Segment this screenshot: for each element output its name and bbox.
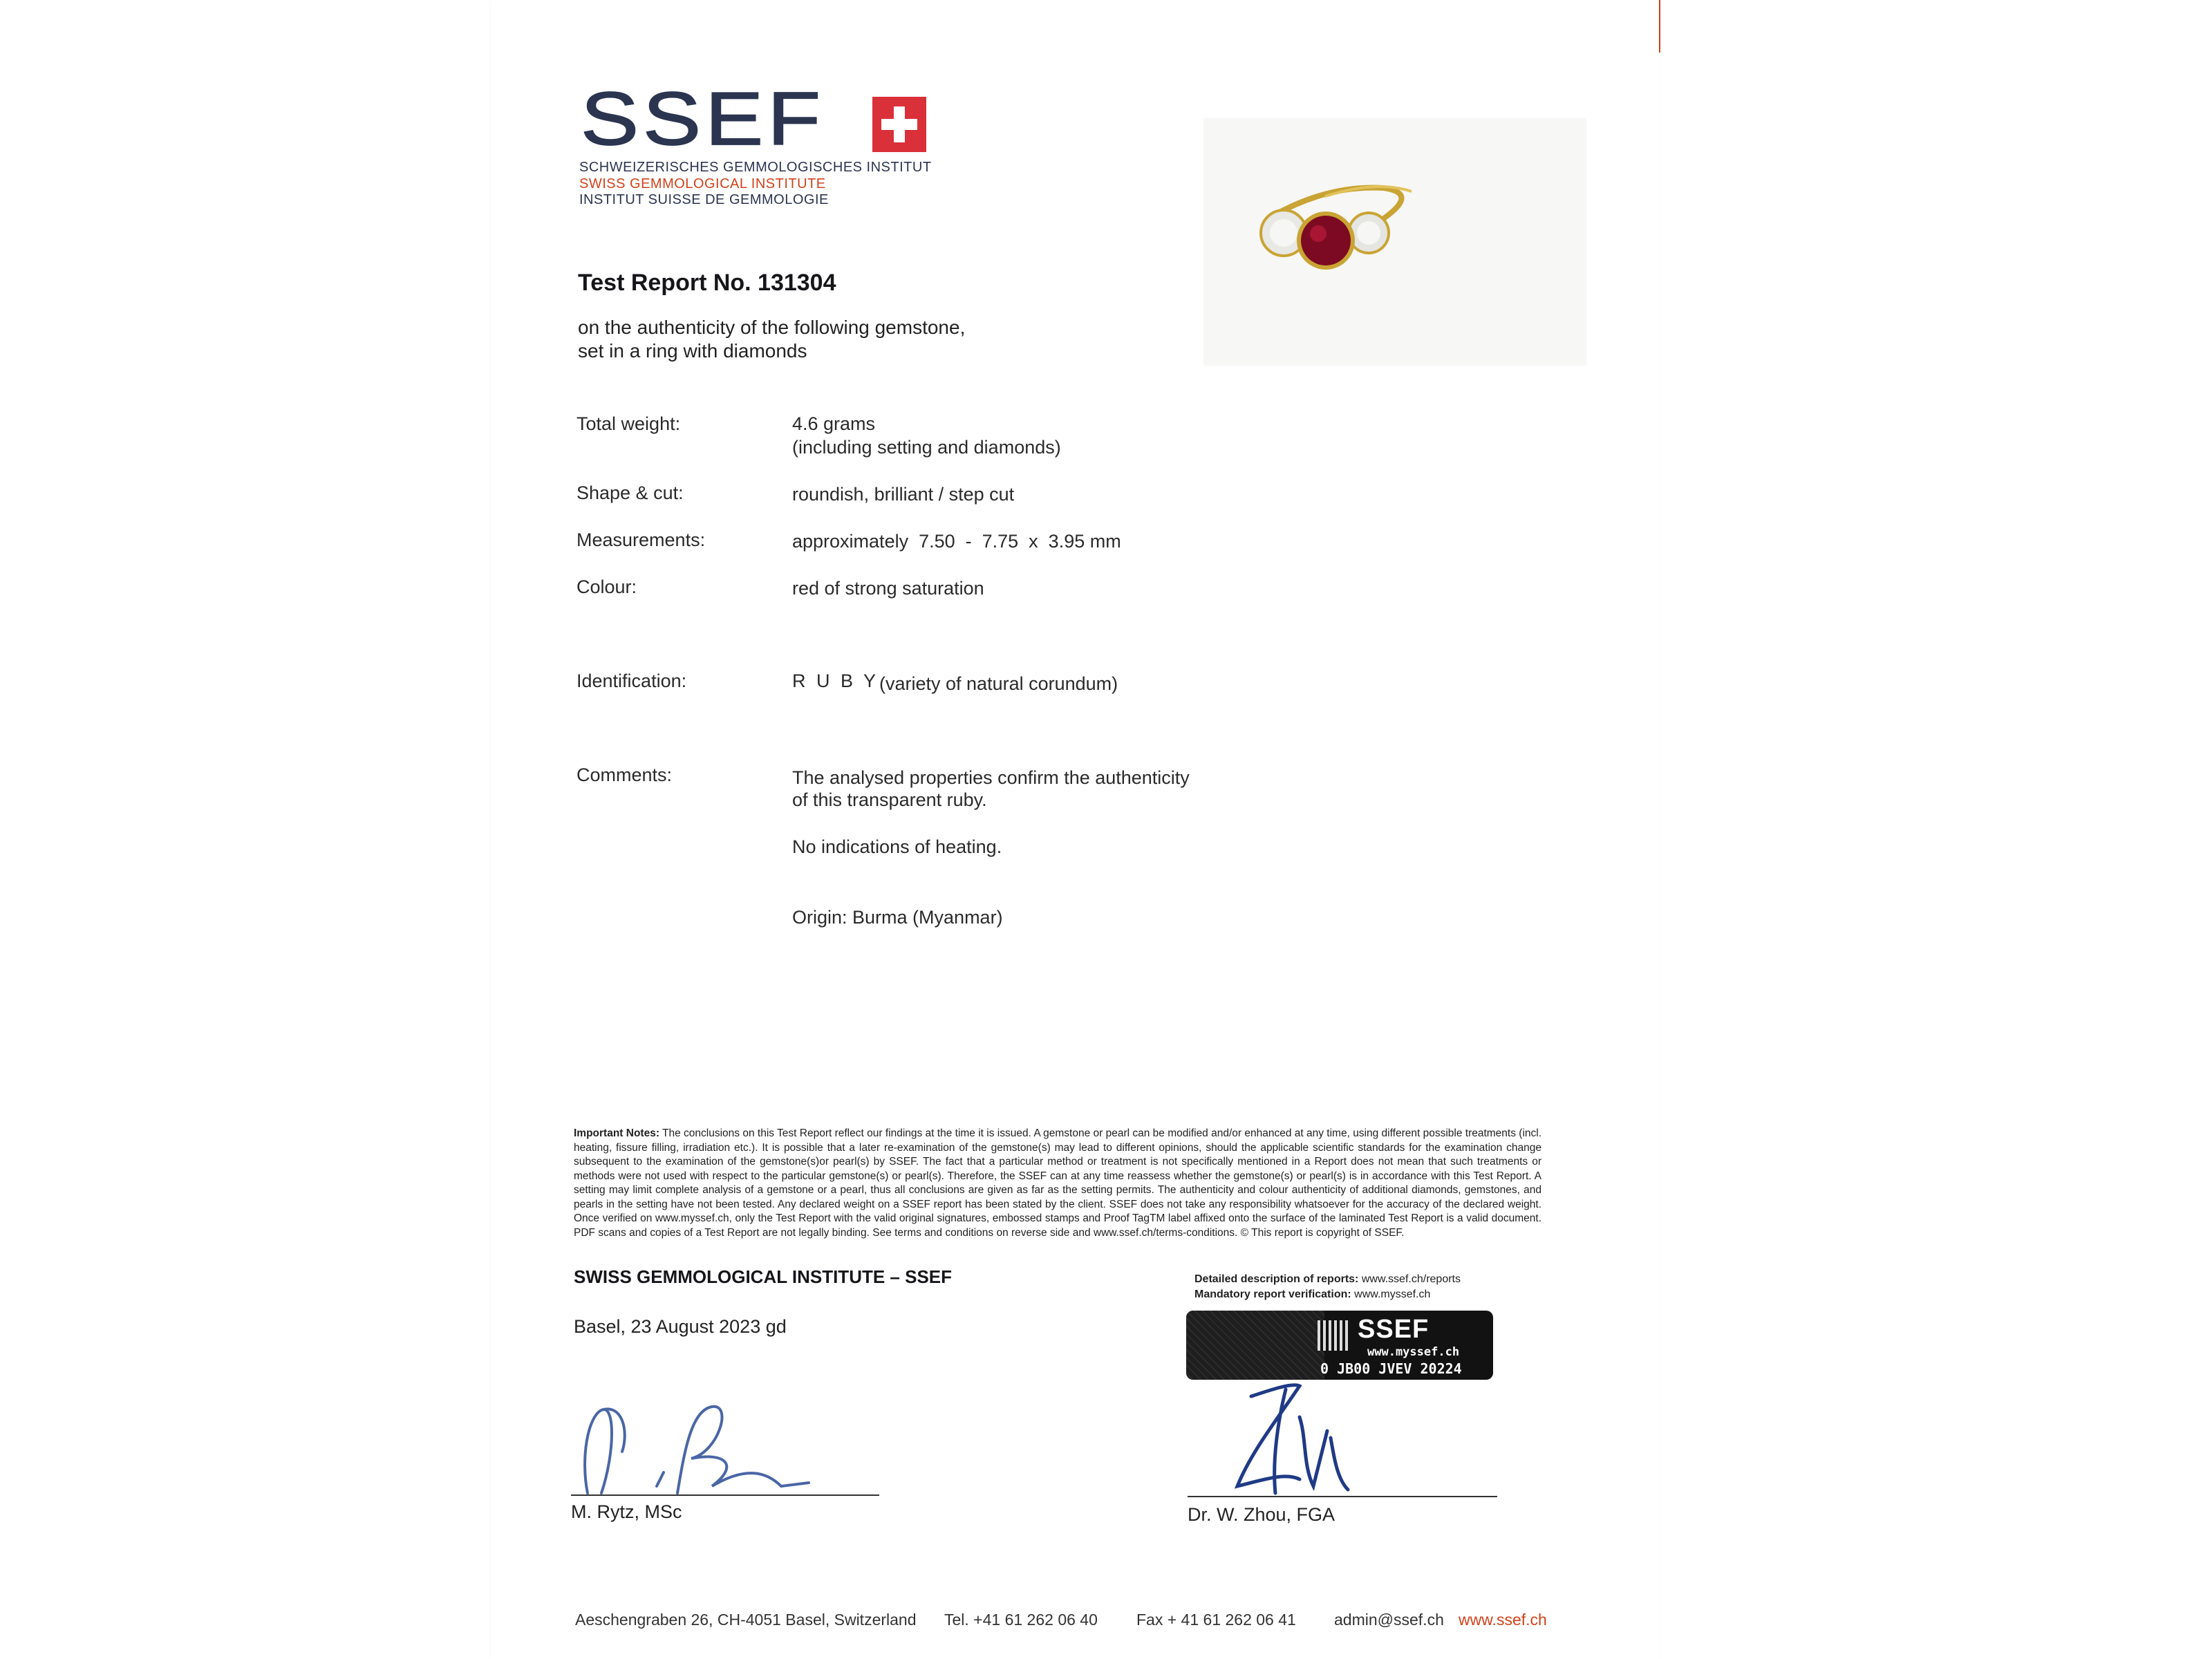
qr-code-icon [1318,1320,1348,1351]
comments-heating: No indications of heating. [792,836,1002,857]
report-subtitle-1: on the authenticity of the following gemstone, [578,317,966,338]
mandatory-url[interactable]: www.myssef.ch [1354,1288,1431,1300]
comments-line-2: of this transparent ruby. [792,789,987,810]
important-notes [574,1127,1541,1240]
signer-left-name: M. Rytz, MSc [571,1501,682,1522]
footer-fax: Fax + 41 61 262 06 41 [1136,1611,1296,1629]
detailed-url[interactable]: www.ssef.ch/reports [1361,1273,1461,1285]
comments-label: Comments: [577,765,673,785]
notes-text: The conclusions on this Test Report reflect our findings at the time it is issued. A gemstone or pearl can be modified and/or enhanced at any time, using different possible treatments (incl. heating, fissure filling, irradiation etc.). It is possible that a later re-examination of the gemstone(s) may lead to different opinions, should the applicable scientific standards for the examination change subsequent to the examination of the gemstone(s)or pearl(s) by SSEF. The fact that a particular method or treatment is not specifically mentioned in a Report does not mean that such treatments or methods were not used with respect to the particular gemstone(s) or pearl(s). Therefore, the SSEF can at any time reassess whether the gemstone(s) or pearl(s) is in accordance with this Test Report. A setting may limit complete analysis of a gemstone or a pearl, thus all conclusions are given as far as the setting permits. The authenticity and colour authenticity of additional diamonds, gemstones, and pearls in the setting have not been tested. Any declared weight on a SSEF report has been stated by the client. SSEF does not take any responsibility whatsoever for the accuracy of the declared weight. Once verified on www.myssef.ch, only the Test Report with the valid original signatures, embossed stamps and Proof TagTM label affixed onto the surface of the laminated Test Report is a valid document. PDF scans and copies of a Test Report are not legally binding. See terms and conditions on reverse side and www.ssef.ch/terms-conditions. © This report is copyright of SSEF. [574,1127,1542,1239]
footer-tel: Tel. +41 61 262 06 40 [944,1611,1098,1629]
footer-address: Aeschengraben 26, CH-4051 Basel, Switzerland [575,1611,917,1629]
colour-label: Colour: [577,577,637,597]
hologram-pattern [1186,1311,1324,1380]
institute-name-de: SCHWEIZERISCHES GEMMOLOGISCHES INSTITUT [579,160,932,175]
signature-left [574,1389,823,1500]
report-subtitle-2: set in a ring with diamonds [578,340,807,362]
total-weight-note: (including setting and diamonds) [792,437,1061,458]
footer-email[interactable]: admin@ssef.ch [1334,1611,1444,1629]
identification-value: R U B Y [792,671,879,691]
shape-label: Shape & cut: [577,482,684,503]
ring-photo [1204,119,1586,365]
tag-logo: SSEF [1358,1315,1430,1344]
ssef-logo-text: SSEF [581,77,825,161]
swiss-cross-icon [872,97,926,152]
proof-tag-label [1186,1311,1493,1380]
identification-note: (variety of natural corundum) [879,673,1118,694]
detailed-description-line [1194,1273,1461,1286]
tag-url: www.myssef.ch [1367,1345,1460,1359]
institute-name-en: SWISS GEMMOLOGICAL INSTITUTE [579,176,826,191]
measurements-value: approximately 7.50 - 7.75 x 3.95 mm [792,531,1121,552]
signer-right-name: Dr. W. Zhou, FGA [1188,1504,1335,1525]
comments-origin: Origin: Burma (Myanmar) [792,907,1003,928]
identification-label: Identification: [577,671,687,691]
ruby-ring-image [1204,119,1586,365]
issue-date: Basel, 23 August 2023 gd [574,1316,787,1337]
signature-line-right [1188,1496,1497,1497]
measurements-label: Measurements: [577,529,706,550]
report-title: Test Report No. 131304 [578,270,836,296]
footer-website[interactable]: www.ssef.ch [1459,1611,1547,1629]
mandatory-label: Mandatory report verification: [1194,1288,1351,1300]
mandatory-verification-line [1194,1288,1430,1301]
signature-line-left [571,1494,879,1496]
issuer-name: SWISS GEMMOLOGICAL INSTITUTE – SSEF [574,1266,953,1287]
shape-value: roundish, brilliant / step cut [792,484,1015,505]
tag-code: 0 JB00 JVEV 20224 [1320,1360,1462,1377]
total-weight-label: Total weight: [577,413,681,434]
notes-heading: Important Notes: [574,1127,659,1139]
signature-right [1210,1376,1389,1500]
comments-line-1: The analysed properties confirm the authenticity [792,767,1190,788]
institute-name-fr: INSTITUT SUISSE DE GEMMOLOGIE [579,192,829,207]
detailed-label: Detailed description of reports: [1194,1273,1359,1285]
total-weight-value: 4.6 grams [792,413,876,434]
colour-value: red of strong saturation [792,578,984,599]
